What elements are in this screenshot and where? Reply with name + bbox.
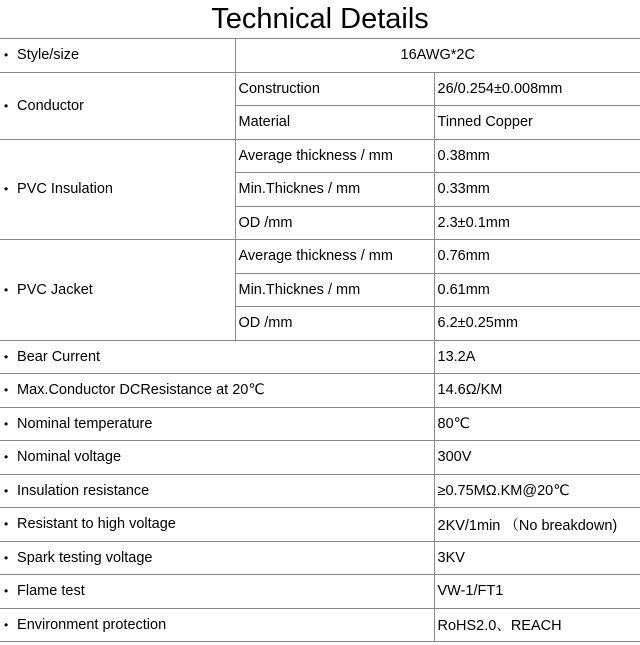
sub-value: 0.76mm bbox=[434, 240, 640, 274]
table-row bbox=[0, 340, 640, 374]
table-row bbox=[0, 474, 640, 508]
page-title: Technical Details bbox=[211, 3, 429, 35]
table-row bbox=[0, 374, 640, 408]
sub-value: 6.2±0.25mm bbox=[434, 307, 640, 341]
table-row bbox=[0, 72, 640, 106]
row-label bbox=[0, 340, 434, 374]
bullet: • bbox=[4, 483, 9, 498]
bullet: • bbox=[4, 383, 9, 398]
sub-label: Min.Thicknes / mm bbox=[235, 273, 434, 307]
table-row bbox=[0, 541, 640, 575]
table-row bbox=[0, 139, 640, 173]
spec-label: Insulation resistance bbox=[17, 482, 150, 499]
table-row bbox=[0, 441, 640, 475]
bullet: • bbox=[4, 282, 9, 297]
table-row bbox=[0, 608, 640, 642]
spec-value: 2KV/1min （No breakdown) bbox=[434, 508, 640, 542]
spec-label: Environment protection bbox=[17, 616, 167, 633]
spec-value: 80℃ bbox=[434, 407, 640, 441]
spec-label: Resistant to high voltage bbox=[17, 516, 176, 533]
sub-label: Average thickness / mm bbox=[235, 139, 434, 173]
sub-label: Average thickness / mm bbox=[235, 240, 434, 274]
bullet: • bbox=[4, 450, 9, 465]
row-label bbox=[0, 374, 434, 408]
spec-label: Spark testing voltage bbox=[17, 549, 153, 566]
sub-label: Construction bbox=[235, 72, 434, 106]
pvc-jacket-label: PVC Jacket bbox=[17, 281, 93, 298]
spec-value: 13.2A bbox=[434, 340, 640, 374]
bullet: • bbox=[4, 584, 9, 599]
sub-value: 0.38mm bbox=[434, 139, 640, 173]
pvc-insulation-label: PVC Insulation bbox=[17, 181, 113, 198]
sub-label: OD /mm bbox=[235, 307, 434, 341]
technical-details-table bbox=[0, 38, 640, 642]
bullet: • bbox=[4, 349, 9, 364]
sub-value: 26/0.254±0.008mm bbox=[434, 72, 640, 106]
sub-value: Tinned Copper bbox=[434, 106, 640, 140]
row-label bbox=[0, 541, 434, 575]
bullet: • bbox=[4, 416, 9, 431]
conductor-label: Conductor bbox=[17, 97, 84, 114]
bullet: • bbox=[4, 48, 9, 63]
table-row bbox=[0, 407, 640, 441]
bullet: • bbox=[4, 517, 9, 532]
sub-value: 0.33mm bbox=[434, 173, 640, 207]
row-label bbox=[0, 508, 434, 542]
spec-label: Nominal temperature bbox=[17, 415, 153, 432]
style-size-value: 16AWG*2C bbox=[235, 39, 640, 73]
row-label bbox=[0, 39, 235, 73]
bullet: • bbox=[4, 550, 9, 565]
spec-label: Bear Current bbox=[17, 348, 101, 365]
row-label bbox=[0, 575, 434, 609]
row-label bbox=[0, 240, 235, 341]
spec-label: Flame test bbox=[17, 583, 85, 600]
row-label bbox=[0, 441, 434, 475]
style-size-label: Style/size bbox=[17, 47, 80, 64]
spec-value: RoHS2.0、REACH bbox=[434, 608, 640, 642]
sub-label: Material bbox=[235, 106, 434, 140]
spec-label: Max.Conductor DCResistance at 20℃ bbox=[17, 382, 265, 399]
row-label bbox=[0, 474, 434, 508]
spec-value: VW-1/FT1 bbox=[434, 575, 640, 609]
sub-label: Min.Thicknes / mm bbox=[235, 173, 434, 207]
table-row bbox=[0, 575, 640, 609]
bullet: • bbox=[4, 182, 9, 197]
row-label bbox=[0, 72, 235, 139]
sub-value: 0.61mm bbox=[434, 273, 640, 307]
spec-value: 14.6Ω/KM bbox=[434, 374, 640, 408]
table-row bbox=[0, 39, 640, 73]
row-label bbox=[0, 139, 235, 240]
table-row bbox=[0, 508, 640, 542]
bullet: • bbox=[4, 617, 9, 632]
row-label bbox=[0, 608, 434, 642]
spec-label: Nominal voltage bbox=[17, 449, 122, 466]
bullet: • bbox=[4, 98, 9, 113]
spec-value: 3KV bbox=[434, 541, 640, 575]
spec-value: 300V bbox=[434, 441, 640, 475]
row-label bbox=[0, 407, 434, 441]
sub-value: 2.3±0.1mm bbox=[434, 206, 640, 240]
sub-label: OD /mm bbox=[235, 206, 434, 240]
table-row bbox=[0, 240, 640, 274]
spec-value: ≥0.75MΩ.KM@20℃ bbox=[434, 474, 640, 508]
